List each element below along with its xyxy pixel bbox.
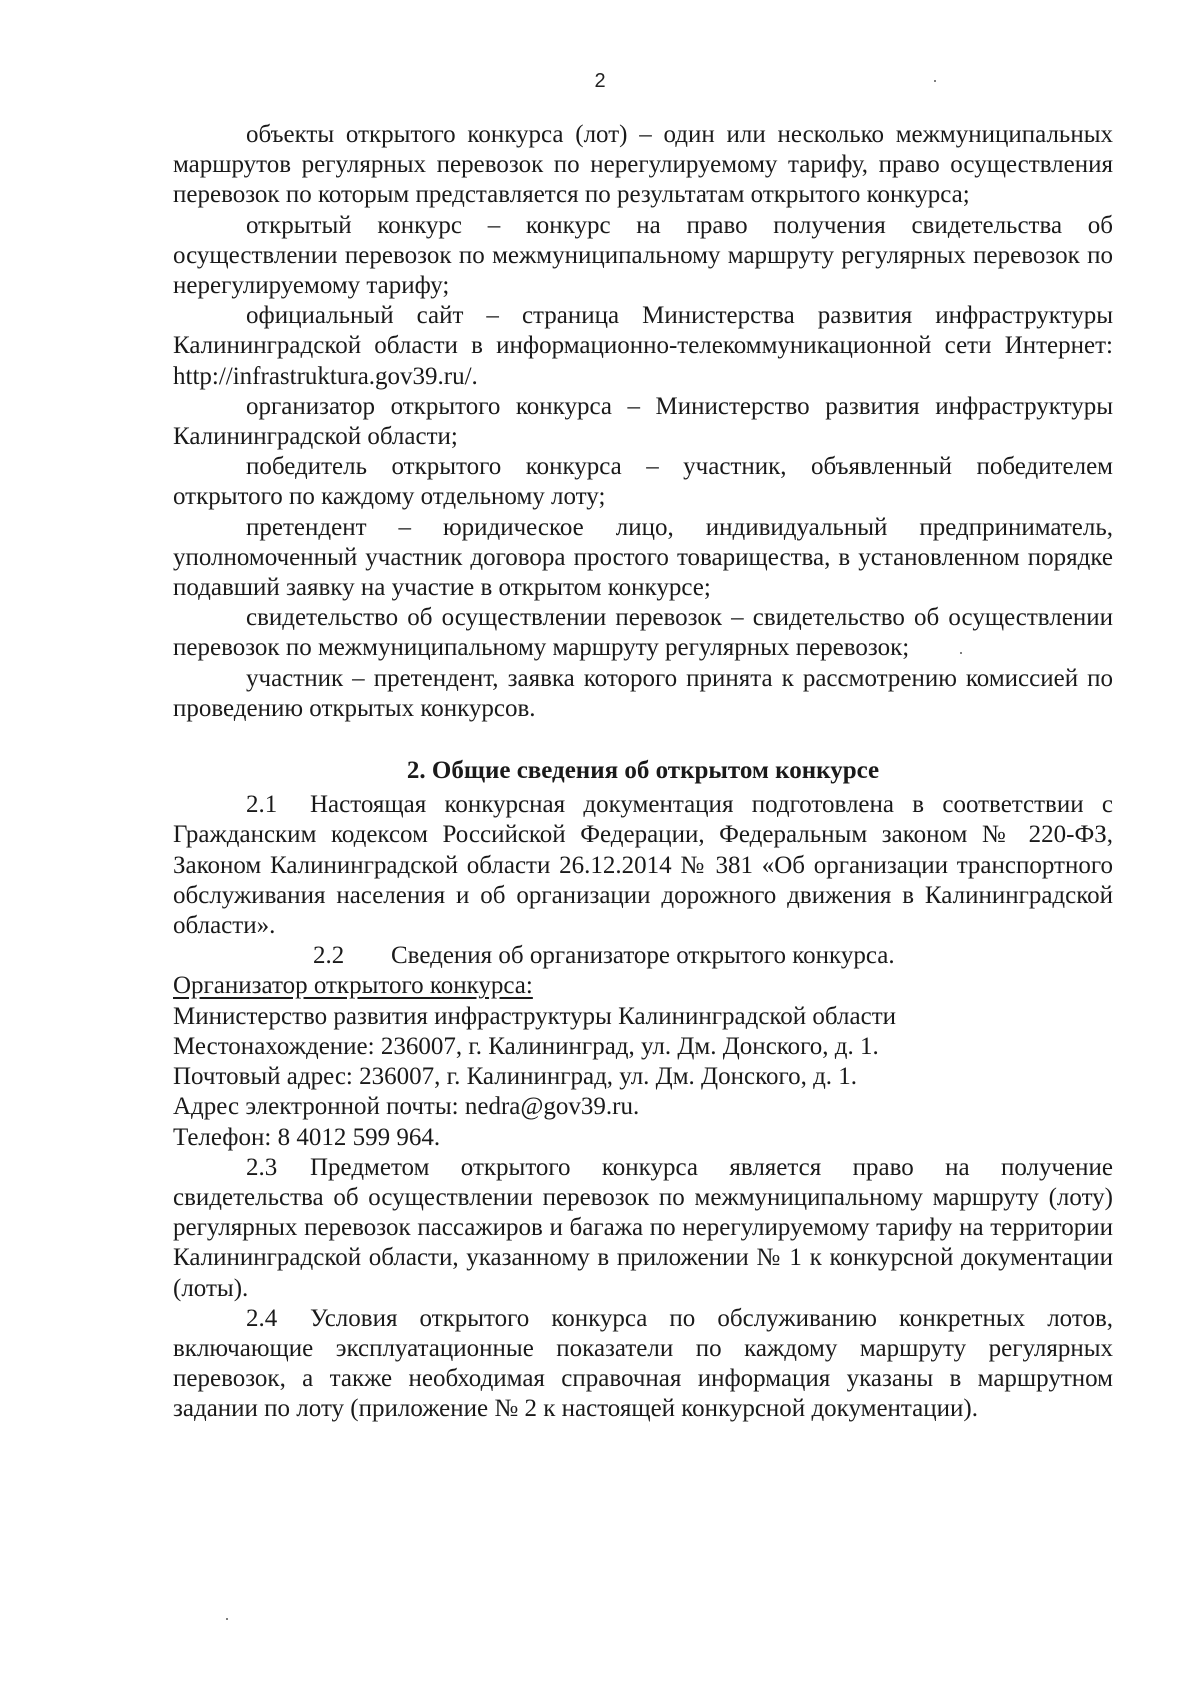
scan-speck bbox=[934, 80, 936, 82]
clause-2-3 bbox=[173, 1153, 1113, 1304]
organizer-name: Министерство развития инфраструктуры Калининградской области bbox=[173, 1002, 896, 1030]
clause-text: Условия открытого конкурса по обслуживанию конкретных лотов, включающие эксплуатационные показатели по каждому маршруту регулярных перевозок, а также необходимая справочная информация указаны в маршрутном задании по лоту (приложение № 2 к настоящей конкурсной документации). bbox=[173, 1304, 1113, 1423]
organizer-phone: Телефон: 8 4012 599 964. bbox=[173, 1123, 441, 1151]
clause-2-2 bbox=[173, 941, 1113, 971]
clause-number: 2.2 bbox=[313, 942, 345, 970]
section-heading: 2. Общие сведения об открытом конкурсе bbox=[406, 757, 880, 785]
clause-text: Настоящая конкурсная документация подготовлена в соответствии с Гражданским кодексом Российской Федерации, Федеральным законом № 220-ФЗ, Законом Калининградской области 26.12.2014 № 381 «Об организации транспортного обслуживания населения и об организации дорожного движения в Калининградской области». bbox=[173, 791, 1113, 940]
organizer-label: Организатор открытого конкурса: bbox=[173, 972, 533, 1000]
scan-speck bbox=[226, 1618, 228, 1620]
definition-certificate: свидетельство об осуществлении перевозок – свидетельство об осуществлении перевозок по межмуниципальному маршруту регулярных перевозок; bbox=[173, 604, 1113, 662]
definition-applicant: претендент – юридическое лицо, индивидуальный предприниматель, уполномоченный участник договора простого товарищества, в установленном порядке подавший заявку на участие в открытом конкурсе; bbox=[173, 513, 1113, 602]
organizer-location: Местонахождение: 236007, г. Калининград, ул. Дм. Донского, д. 1. bbox=[173, 1032, 879, 1060]
organizer-postal: Почтовый адрес: 236007, г. Калининград, ул. Дм. Донского, д. 1. bbox=[173, 1063, 858, 1091]
definition-winner: победитель открытого конкурса – участник, объявленный победителем открытого по каждому отдельному лоту; bbox=[173, 453, 1113, 511]
clause-2-1 bbox=[173, 790, 1113, 941]
clause-number: 2.1 bbox=[246, 791, 278, 819]
organizer-email: Адрес электронной почты: nedra@gov39.ru. bbox=[173, 1093, 640, 1121]
definition-open-competition: открытый конкурс – конкурс на право получения свидетельства об осуществлении перевозок по межмуниципальному маршруту регулярных перевозок по нерегулируемому тарифу; bbox=[173, 211, 1113, 300]
organizer-block bbox=[173, 971, 1113, 1001]
scan-speck bbox=[960, 652, 962, 654]
clause-text: Сведения об организаторе открытого конкурса. bbox=[391, 942, 895, 970]
definition-organizer: организатор открытого конкурса – Министерство развития инфраструктуры Калининградской области; bbox=[173, 392, 1113, 451]
clause-number: 2.4 bbox=[246, 1304, 278, 1332]
definition-lot: объекты открытого конкурса (лот) – один или несколько межмуниципальных маршрутов регулярных перевозок по нерегулируемому тарифу, право осуществления перевозок по которым представляется по результатам открытого конкурса; bbox=[173, 121, 1113, 209]
document-body bbox=[173, 120, 1113, 1425]
definition-official-site: официальный сайт – страница Министерства развития инфраструктуры Калининградской области в информационно-телекоммуникационной сети Интернет: http://infrastruktura.gov39.ru/. bbox=[173, 302, 1113, 390]
page-number: 2 bbox=[594, 70, 606, 92]
definition-participant: участник – претендент, заявка которого принята к рассмотрению комиссией по проведению открытых конкурсов. bbox=[173, 664, 1113, 722]
clause-2-4 bbox=[173, 1304, 1113, 1425]
clause-text: Предметом открытого конкурса является право на получение свидетельства об осуществлении перевозок по межмуниципальному маршруту (лоту) регулярных перевозок пассажиров и багажа по нерегулируемому тарифу на территории Калининградской области, указанному в приложении № 1 к конкурсной документации (лоты). bbox=[173, 1153, 1113, 1302]
clause-number: 2.3 bbox=[246, 1153, 278, 1181]
